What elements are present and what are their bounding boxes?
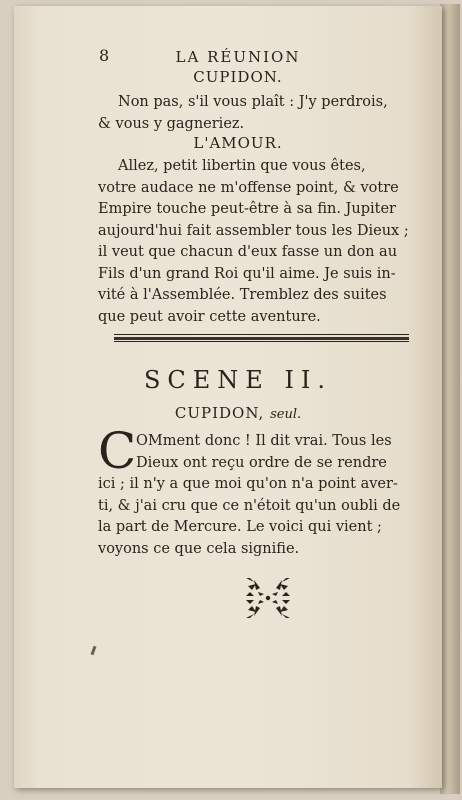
page-header xyxy=(14,44,442,70)
text-line: ti, & j'ai cru que ce n'étoit qu'un oubli de xyxy=(98,497,401,514)
scene-title: SCENE II. xyxy=(143,366,333,394)
drop-cap: C xyxy=(98,422,137,480)
dialogue-cupidon xyxy=(98,92,418,135)
fleuron-bottom-right xyxy=(272,600,290,618)
text-line: OMment donc ! Il dit vrai. Tous les xyxy=(136,433,392,449)
section-divider-rule xyxy=(114,334,409,342)
text-line: Allez, petit libertin que vous êtes, xyxy=(118,158,366,174)
text-line: ici ; il n'y a que moi qu'on n'a point aver- xyxy=(98,476,398,492)
text-line: aujourd'hui fait assembler tous les Dieux ; xyxy=(98,222,409,239)
text-line: il veut que chacun d'eux fasse un don au xyxy=(98,244,398,260)
text-line: que peut avoir cette aventure. xyxy=(98,308,321,325)
fleuron-ornament-icon xyxy=(244,576,292,620)
page-number: 8 xyxy=(99,46,110,65)
text-line: voyons ce que cela signifie. xyxy=(98,540,300,557)
book-page xyxy=(14,6,442,788)
text-line: Non pas, s'il vous plaît : J'y perdrois, xyxy=(118,94,388,110)
next-page-edge xyxy=(440,4,460,794)
text-line: Empire touche peut-être à sa fin. Jupiter xyxy=(98,201,396,217)
stage-direction: seul. xyxy=(270,407,302,422)
fleuron-bottom-left xyxy=(246,600,264,618)
scene-monologue xyxy=(98,431,418,560)
scene-speaker xyxy=(14,404,442,422)
fleuron-top-left xyxy=(246,578,264,596)
fleuron-top-right xyxy=(272,578,290,596)
running-title: LA RÉUNION xyxy=(175,48,301,66)
ink-speck xyxy=(91,646,97,655)
scene-speaker-name: CUPIDON, xyxy=(174,404,265,422)
text-line: la part de Mercure. Le voici qui vient ; xyxy=(98,519,382,535)
speaker-cupidon: CUPIDON. xyxy=(193,68,283,86)
text-line: Dieux ont reçu ordre de se rendre xyxy=(136,454,387,471)
text-line: & vous y gagneriez. xyxy=(98,115,245,132)
text-line: votre audace ne m'offense point, & votre xyxy=(98,179,399,196)
speaker-lamour: L'AMOUR. xyxy=(193,134,283,152)
dialogue-lamour xyxy=(98,156,418,328)
text-line: Fils d'un grand Roi qu'il aime. Je suis in- xyxy=(98,265,396,282)
text-line: vité à l'Assemblée. Tremblez des suites xyxy=(98,287,387,303)
